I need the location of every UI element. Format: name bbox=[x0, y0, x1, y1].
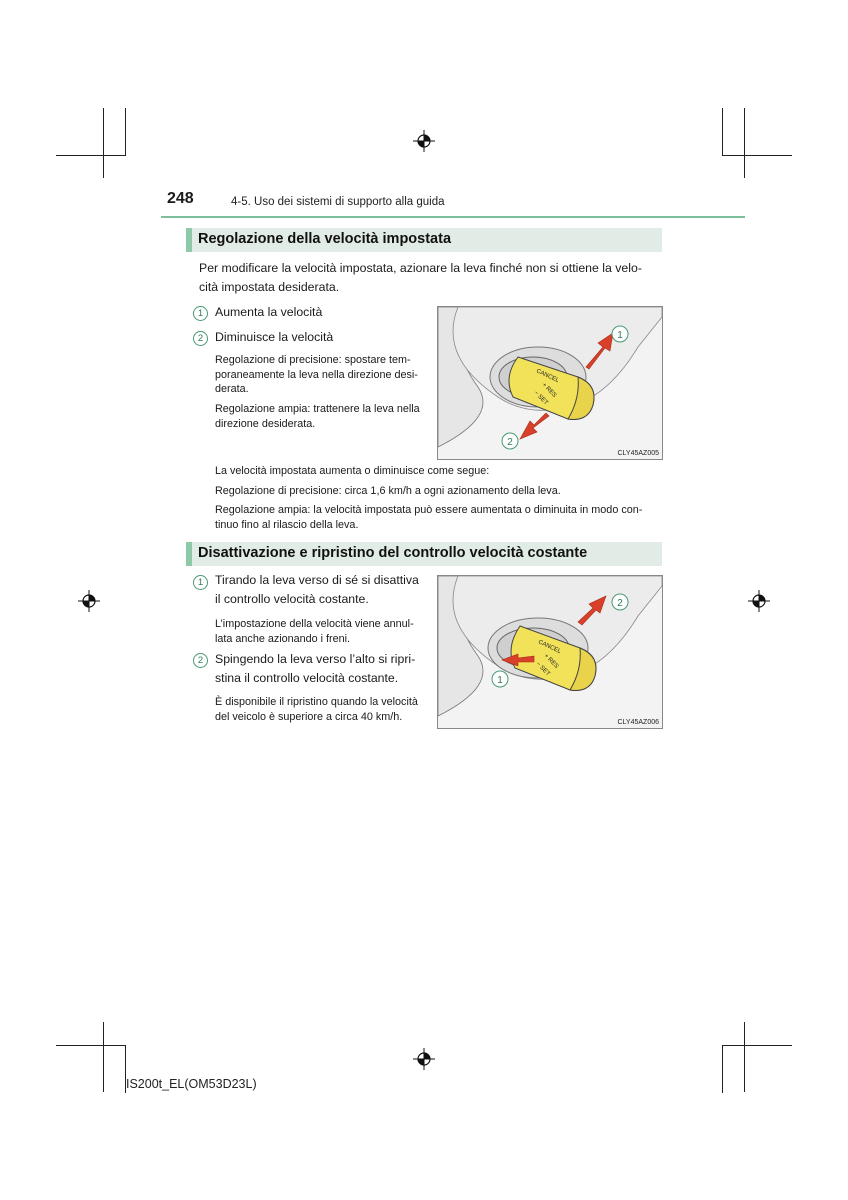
page-number: 248 bbox=[167, 190, 194, 207]
lever-illustration bbox=[437, 575, 663, 729]
section-heading bbox=[186, 228, 662, 252]
speed-note bbox=[215, 464, 667, 532]
callout-number-icon: 2 bbox=[193, 331, 208, 346]
callout-number-icon: 1 bbox=[193, 306, 208, 321]
crop-mark bbox=[744, 108, 745, 178]
sub-note bbox=[215, 402, 427, 431]
sub-note bbox=[215, 353, 427, 397]
list-item-line: Tirando la leva verso di sé si disattiva bbox=[215, 573, 419, 587]
speed-note-line: Regolazione ampia: la velocità impostata può essere aumentata o diminuita in modo con- bbox=[215, 504, 643, 516]
crop-mark bbox=[722, 1045, 792, 1046]
section-title: Regolazione della velocità impostata bbox=[198, 231, 452, 247]
speed-note-line: La velocità impostata aumenta o diminuisce come segue: bbox=[215, 465, 490, 477]
crop-mark bbox=[125, 108, 126, 156]
lever-label: CANCEL bbox=[535, 368, 560, 385]
sub-note-line: lata anche azionando i freni. bbox=[215, 632, 351, 645]
sub-note bbox=[215, 695, 430, 724]
model-code: IS200t_EL(OM53D23L) bbox=[126, 1077, 257, 1091]
lever-label: − SET bbox=[532, 390, 549, 407]
intro-paragraph bbox=[199, 259, 669, 297]
speed-note-line: tinuo fino al rilascio della leva. bbox=[215, 518, 359, 531]
sub-note-line: derata. bbox=[215, 383, 249, 395]
sub-note-line: L’impostazione della velocità viene annul- bbox=[215, 618, 414, 630]
registration-mark-icon bbox=[413, 1048, 435, 1070]
lever-label: CANCEL bbox=[537, 639, 562, 656]
header-rule bbox=[161, 216, 745, 218]
crop-mark bbox=[103, 108, 104, 178]
list-item-line: il controllo velocità costante. bbox=[215, 592, 369, 606]
crop-mark bbox=[56, 1045, 126, 1046]
crop-mark bbox=[722, 155, 792, 156]
registration-mark-icon bbox=[78, 590, 100, 612]
crop-mark bbox=[722, 108, 723, 156]
list-item: Diminuisce la velocità bbox=[215, 330, 334, 344]
crop-mark bbox=[56, 155, 126, 156]
section-heading bbox=[186, 542, 662, 566]
list-item bbox=[215, 650, 430, 688]
sub-note-line: Regolazione ampia: trattenere la leva nella bbox=[215, 403, 420, 415]
sub-note bbox=[215, 617, 427, 646]
intro-line: cità impostata desiderata. bbox=[199, 280, 340, 294]
registration-mark-icon bbox=[413, 130, 435, 152]
running-head: 4-5. Uso dei sistemi di supporto alla guida bbox=[231, 196, 445, 208]
sub-note-line: direzione desiderata. bbox=[215, 417, 316, 430]
callout-number-icon: 1 bbox=[193, 575, 208, 590]
list-item-line: stina il controllo velocità costante. bbox=[215, 671, 399, 685]
registration-mark-icon bbox=[748, 590, 770, 612]
callout-up: 1 bbox=[617, 330, 623, 341]
sub-note-line: poraneamente la leva nella direzione desi- bbox=[215, 368, 418, 381]
callout-pull: 1 bbox=[497, 675, 503, 686]
crop-mark bbox=[722, 1045, 723, 1093]
callout-number-icon: 2 bbox=[193, 653, 208, 668]
illustration-code: CLY45AZ006 bbox=[617, 719, 659, 726]
callout-down: 2 bbox=[507, 437, 513, 448]
lever-label: + RES bbox=[542, 653, 560, 670]
list-item bbox=[215, 571, 430, 609]
list-item-line: Spingendo la leva verso l’alto si ripri- bbox=[215, 652, 416, 666]
list-item: Aumenta la velocità bbox=[215, 305, 323, 319]
crop-mark bbox=[103, 1022, 104, 1092]
sub-note-line: del veicolo è superiore a circa 40 km/h. bbox=[215, 710, 403, 723]
intro-line: Per modificare la velocità impostata, azionare la leva finché non si ottiene la velo- bbox=[199, 261, 642, 275]
crop-mark bbox=[744, 1022, 745, 1092]
speed-note-line: Regolazione di precisione: circa 1,6 km/h a ogni azionamento della leva. bbox=[215, 484, 561, 497]
sub-note-line: Regolazione di precisione: spostare tem- bbox=[215, 354, 411, 366]
illustration-code: CLY45AZ005 bbox=[617, 450, 659, 457]
lever-label: + RES bbox=[540, 382, 558, 399]
lever-illustration bbox=[437, 306, 663, 460]
lever-label: − SET bbox=[534, 661, 551, 678]
section-title: Disattivazione e ripristino del controllo velocità costante bbox=[198, 545, 588, 561]
callout-up: 2 bbox=[617, 598, 623, 609]
sub-note-line: È disponibile il ripristino quando la velocità bbox=[215, 696, 418, 708]
